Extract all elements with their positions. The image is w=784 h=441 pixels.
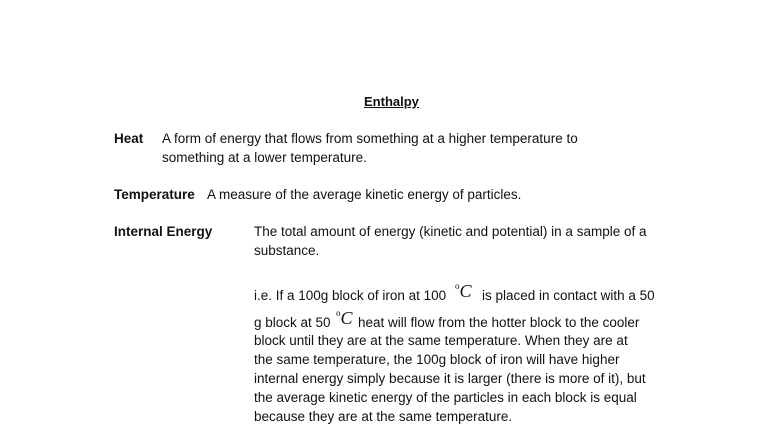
degree-celsius-symbol-1 (455, 281, 472, 302)
internal-energy-definition-line-1: The total amount of energy (kinetic and potential) in a sample of a (254, 224, 647, 239)
degree-celsius-symbol-2 (336, 308, 353, 329)
page-title: Enthalpy (364, 94, 419, 109)
example-line-5: internal energy simply because it is larger (there is more of it), but (254, 371, 646, 386)
degree-sign: o (336, 308, 341, 318)
heat-definition-line-1: A form of energy that flows from something at a higher temperature to (162, 131, 578, 146)
example-line-6: the average kinetic energy of the particles in each block is equal (254, 390, 637, 405)
example-line-2-start: g block at 50 (254, 315, 331, 330)
example-line-2-end: heat will flow from the hotter block to the cooler (358, 315, 640, 330)
heat-definition-line-2: something at a lower temperature. (162, 150, 367, 165)
heat-term: Heat (114, 131, 144, 146)
example-line-4: the same temperature, the 100g block of iron will have higher (254, 352, 620, 367)
example-line-1-end: is placed in contact with a 50 (482, 288, 655, 303)
celsius-letter: C (340, 308, 353, 328)
internal-energy-term: Internal Energy (114, 224, 213, 239)
degree-sign: o (455, 281, 460, 291)
example-line-3: block until they are at the same temperature. When they are at (254, 333, 628, 348)
internal-energy-definition-line-2: substance. (254, 243, 320, 258)
example-line-1-start: i.e. If a 100g block of iron at 100 (254, 288, 447, 303)
temperature-term: Temperature (114, 187, 195, 202)
temperature-definition: A measure of the average kinetic energy of particles. (207, 187, 522, 202)
example-line-7: because they are at the same temperature. (254, 409, 513, 424)
celsius-letter: C (459, 281, 472, 301)
